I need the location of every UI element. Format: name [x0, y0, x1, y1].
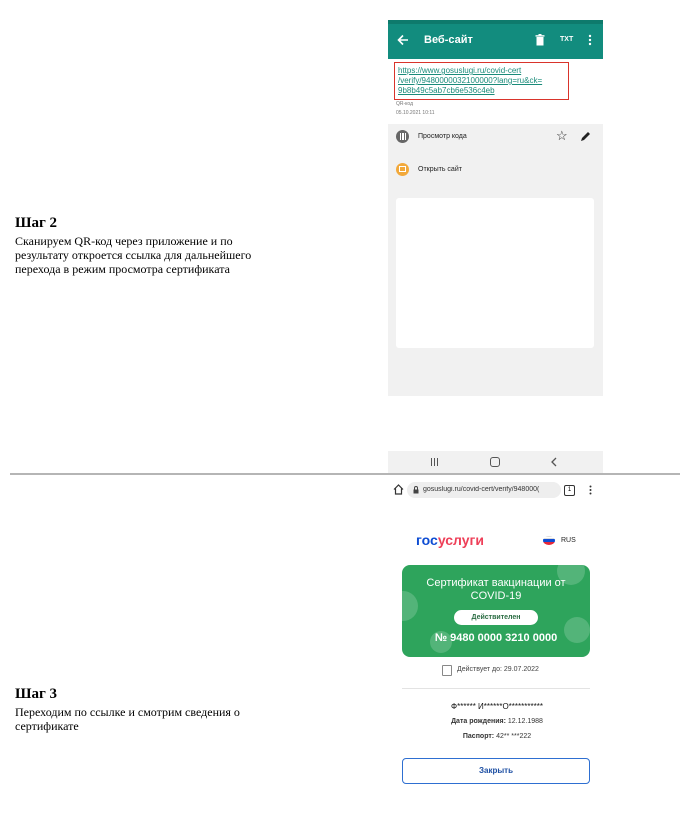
qr-app-screen	[388, 20, 603, 396]
passport-row: Паспорт: 42** ***222	[462, 733, 532, 740]
back-arrow-icon[interactable]	[397, 34, 409, 46]
empty-card	[396, 198, 594, 348]
home-icon[interactable]	[490, 457, 500, 467]
edit-pencil-icon[interactable]	[580, 131, 591, 142]
section-divider	[10, 473, 680, 475]
step-2-title: Шаг 2	[15, 215, 58, 231]
russia-flag-icon	[543, 536, 555, 545]
browser-toolbar	[393, 482, 603, 500]
action-row-open-site[interactable]	[388, 159, 603, 191]
vaccination-certificate-card	[402, 565, 590, 657]
open-site-label: Открыть сайт	[418, 166, 462, 173]
calendar-icon	[442, 665, 452, 676]
info-divider	[402, 688, 590, 689]
step-3-description: Переходим по ссылке и смотрим сведения о сертификате	[15, 705, 240, 733]
browser-icon	[396, 163, 409, 176]
valid-until: Действует до: 29.07.2022	[457, 666, 539, 673]
recent-apps-icon[interactable]	[430, 457, 440, 467]
step-3-title: Шаг 3	[15, 686, 58, 702]
more-vertical-icon[interactable]	[588, 34, 592, 46]
certificate-number: № 9480 0000 3210 0000	[434, 632, 558, 644]
action-row-view-code[interactable]	[388, 124, 603, 159]
txt-icon[interactable]: TXT	[560, 36, 574, 43]
star-icon[interactable]: ☆	[556, 128, 568, 143]
app-header	[388, 20, 603, 59]
certificate-title-line2: COVID-19	[470, 590, 522, 602]
home-icon[interactable]	[393, 484, 404, 495]
qr-type-label: QR-код	[396, 101, 413, 107]
status-badge: Действителен	[454, 610, 538, 625]
barcode-icon	[396, 130, 409, 143]
back-nav-icon[interactable]	[550, 457, 558, 467]
menu-icon[interactable]	[589, 485, 592, 495]
trash-icon[interactable]	[535, 34, 545, 46]
header-title: Веб-сайт	[424, 34, 473, 46]
decoded-link-line[interactable]: 9b8b49c5ab7cb6e536c4eb	[398, 86, 495, 95]
step-2-description: Сканируем QR-код через приложение и по результату откроется ссылка для дальнейшего перехода в режим просмотра сертификата	[15, 234, 252, 276]
address-bar[interactable]	[407, 482, 561, 498]
lock-icon	[413, 486, 419, 494]
tab-switcher-icon[interactable]: 1	[564, 485, 575, 496]
decoded-link-line[interactable]: /verify/9480000032100000?lang=ru&ck=	[398, 76, 543, 85]
holder-name: Ф****** И******О***********	[451, 702, 543, 711]
decoded-link-box[interactable]	[394, 62, 569, 100]
android-nav-bar	[388, 451, 603, 475]
view-code-label: Просмотр кода	[418, 133, 467, 140]
url-text[interactable]: gosuslugi.ru/covid-cert/verify/948000(	[423, 486, 540, 493]
birth-date-row: Дата рождения: 12.12.1988	[451, 718, 543, 725]
scan-timestamp: 05.10.2021 10:11	[396, 110, 435, 116]
close-button[interactable]: Закрыть	[402, 758, 590, 784]
language-label[interactable]: RUS	[561, 537, 576, 544]
decoded-link-line[interactable]: https://www.gosuslugi.ru/covid-cert	[398, 66, 522, 75]
gosuslugi-logo: госуслуги	[416, 532, 484, 548]
certificate-title: Сертификат вакцинации от	[426, 577, 566, 589]
